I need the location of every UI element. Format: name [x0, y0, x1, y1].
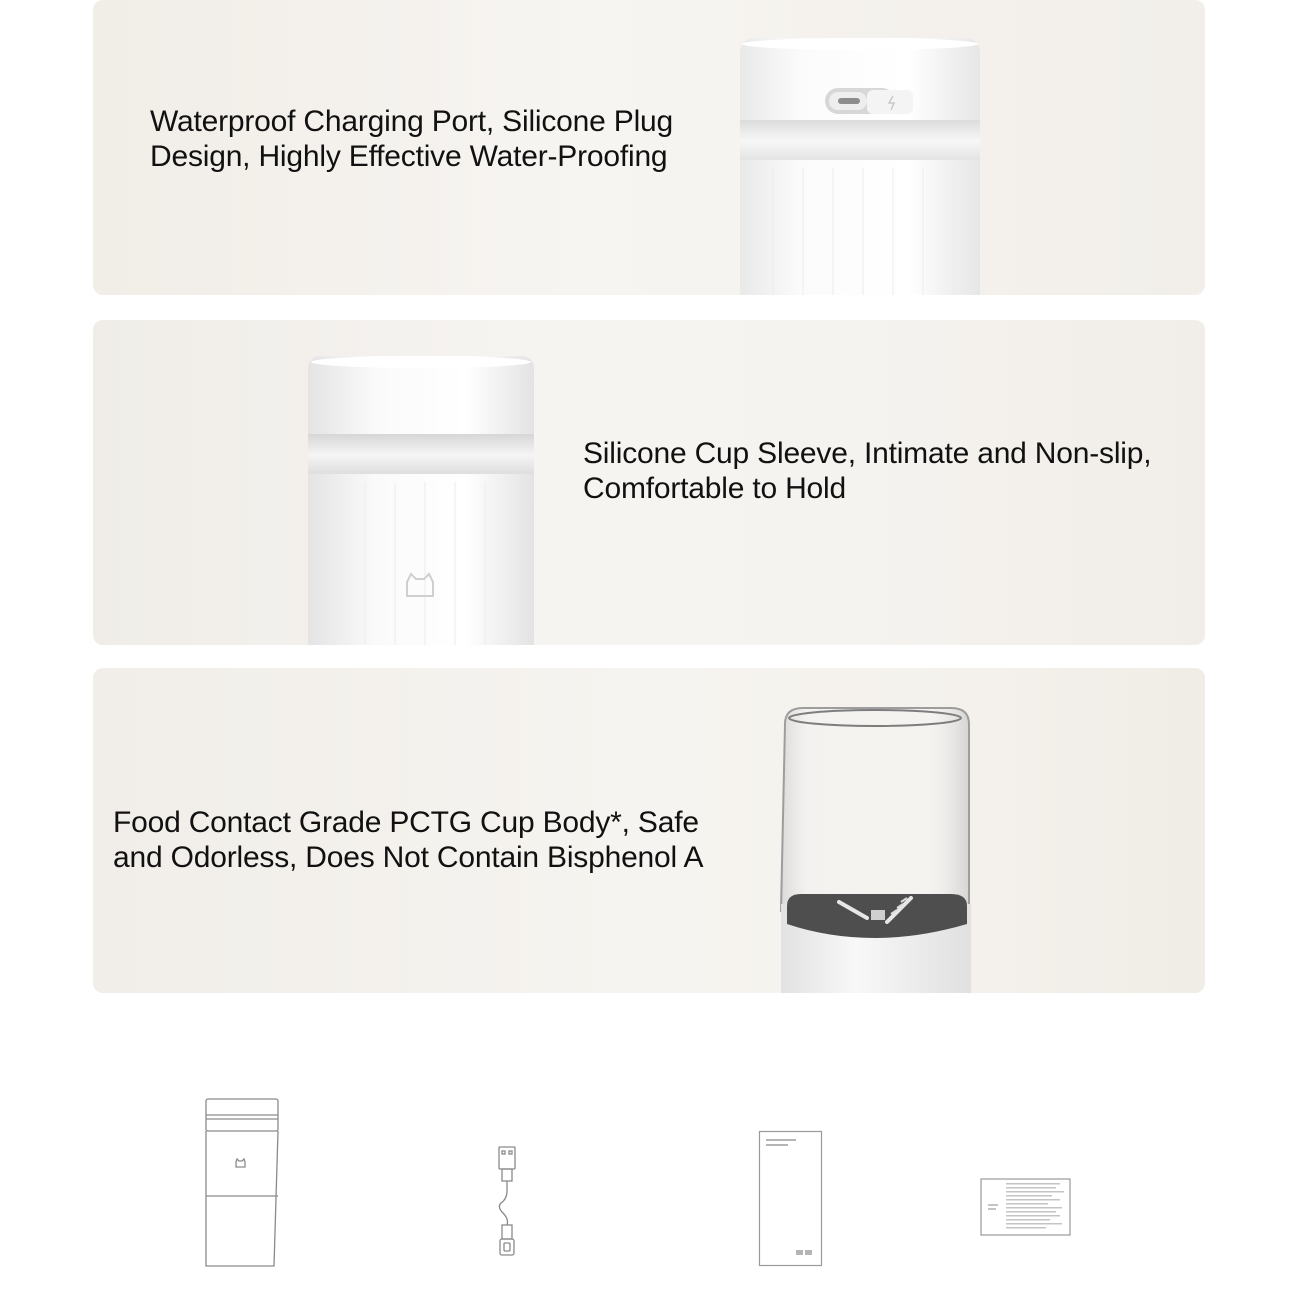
feature-text-line-2: Comfortable to Hold — [583, 472, 846, 505]
feature-panel-pctg-cup — [93, 668, 1205, 993]
manual-icon — [758, 1130, 824, 1268]
blender-with-silicone-sleeve-image — [305, 356, 537, 645]
feature-description — [113, 805, 753, 875]
feature-description — [150, 104, 730, 174]
usb-cable-icon — [493, 1145, 523, 1260]
feature-text-line-1: Waterproof Charging Port, Silicone Plug — [150, 105, 674, 138]
transparent-cup-with-blades-image — [779, 706, 975, 993]
blender-line-icon — [204, 1098, 280, 1270]
feature-description — [583, 436, 1193, 506]
feature-text-line-1: Food Contact Grade PCTG Cup Body*, Safe — [113, 806, 699, 839]
feature-panel-silicone-sleeve — [93, 320, 1205, 645]
feature-text-line-2: Design, Highly Effective Water-Proofing — [150, 140, 668, 173]
feature-text-line-1: Silicone Cup Sleeve, Intimate and Non-slip, — [583, 437, 1152, 470]
warranty-card-icon — [980, 1178, 1072, 1236]
feature-text-line-2: and Odorless, Does Not Contain Bisphenol A — [113, 841, 704, 874]
feature-panel-charging-port — [93, 0, 1205, 295]
blender-top-with-charging-port-image — [733, 38, 993, 295]
